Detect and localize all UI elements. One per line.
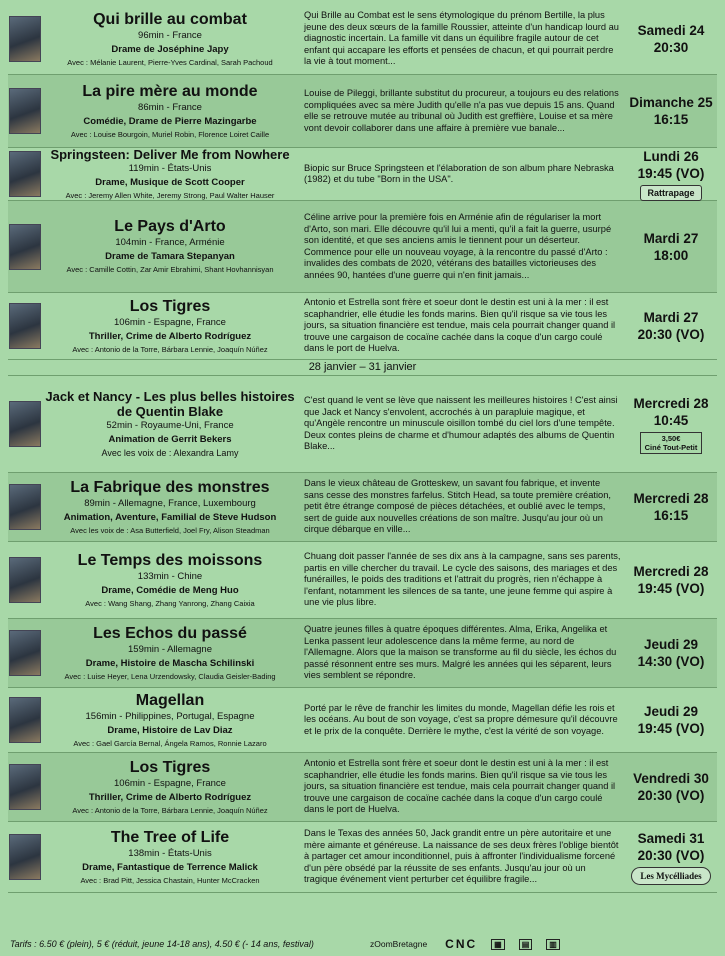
film-info — [42, 753, 298, 821]
event-tag: Les Mycélliades — [631, 867, 710, 885]
film-poster — [8, 688, 42, 752]
screening-time — [625, 822, 717, 892]
film-poster — [8, 822, 42, 892]
film-title: Qui brille au combat — [93, 10, 247, 28]
film-poster — [8, 4, 42, 74]
film-duration-country: 133min - Chine — [137, 570, 203, 582]
screening-day: Mardi 27 — [643, 230, 699, 246]
cnc-logo: CNC — [445, 937, 478, 951]
film-synopsis: Chuang doit passer l'année de ses dix ans à la campagne, sans ses parents, partis en ville chercher du travail. Le cycle des saisons, des mariages et des funérailles, le poids des traditions et l'attrait du progrès, rien n'échappe à l'enfant, notamment les silences de sa tante, une jeune femme qui aspire à une vie plus libre. — [304, 551, 621, 608]
film-poster — [8, 753, 42, 821]
film-info — [42, 688, 298, 752]
price-label: Ciné Tout-Petit — [644, 442, 698, 452]
screening-time — [625, 4, 717, 74]
film-cast: Avec les voix de : Asa Butterfield, Joel Fry, Alison Steadman — [70, 525, 270, 535]
film-genre-director: Thriller, Crime de Alberto Rodríguez — [88, 330, 252, 342]
film-synopsis: Antonio et Estrella sont frère et soeur dont le destin est uni à la mer : il est scaphandrier, elle étudie les fonds marins. Bien qu'il risque sa vie tous les jours, sa situation financière est tendue, mais cela pourrait changer quand il trouve une cargaison de cocaïne cachée dans la coque d'un cargo coulé dans le port de Huelva. — [304, 297, 616, 354]
film-duration-country: 52min - Royaume-Uni, France — [106, 420, 234, 431]
film-row — [8, 148, 717, 201]
screening-hour: 20:30 — [653, 40, 689, 55]
film-cast: Avec : Gael García Bernal, Ángela Ramos, Ronnie Lazaro — [73, 738, 267, 748]
film-row — [8, 376, 717, 473]
screening-day: Samedi 24 — [637, 23, 705, 38]
film-synopsis: C'est quand le vent se lève que naissent les meilleures histoires ! C'est ainsi que Jack et Nancy s'envolent, accrochés à un parapluie magique, et qu'Angèle rencontre un minuscule oisillon tombé du ciel lors d'une tempête. Deux contes pleins de charme et d'humour adaptés des albums de Quentin Blake... — [304, 395, 618, 452]
screening-day: Mercredi 28 — [633, 564, 709, 579]
film-cast: Avec : Mélanie Laurent, Pierre-Yves Cardinal, Sarah Pachoud — [67, 57, 273, 67]
screening-time — [625, 688, 717, 752]
film-synopsis: Louise de Pileggi, brillante substitut du procureur, a toujours eu des relations compliquées avec sa mère Judith qu'elle n'a pas vue depuis 15 ans. Quand elle se retrouve mutée au tribunal où Judith est greffière, Louise et sa mère vont devoir collaborer dans une affaire à première vue banale... — [304, 88, 619, 133]
film-synopsis: Céline arrive pour la première fois en Arménie afin de régulariser la mort d'Arto, son mari. Elle découvre qu'il lui a menti, qu'il a fait la guerre, usurpé son identité, et que ses anciens amis le tiennent pour un déserteur. Commence pour elle un nouveau voyage, à la rencontre du passé d'Arto : invalides des combats de 2020, vétérans des batailles victorieuses des années 90, hantées d'une guerre qui n'en finit jamais... — [304, 212, 612, 280]
poster-image — [9, 88, 41, 134]
screening-day: Vendredi 30 — [633, 771, 709, 786]
film-poster — [8, 542, 42, 618]
film-duration-country: 119min - États-Unis — [128, 163, 212, 174]
film-genre-director: Animation de Gerrit Bekers — [108, 434, 232, 445]
film-title: Los Tigres — [129, 758, 211, 776]
film-title: La Fabrique des monstres — [70, 478, 270, 496]
film-cast: Avec : Brad Pitt, Jessica Chastain, Hunter McCracken — [80, 875, 260, 885]
film-title: Springsteen: Deliver Me from Nowhere — [50, 147, 290, 162]
film-cast: Avec : Antonio de la Torre, Bárbara Lennie, Joaquín Núñez — [72, 344, 268, 354]
film-duration-country: 138min - États-Unis — [128, 847, 212, 859]
film-genre-director: Drame, Comédie de Meng Huo — [101, 584, 239, 596]
film-duration-country: 156min - Philippines, Portugal, Espagne — [85, 710, 255, 722]
partner-logo-icon: ▤ — [519, 939, 533, 950]
film-info — [42, 822, 298, 892]
screening-hour: 16:15 — [653, 508, 689, 523]
film-title: Los Tigres — [129, 297, 211, 315]
screening-time — [625, 293, 717, 359]
film-synopsis: Antonio et Estrella sont frère et soeur dont le destin est uni à la mer : il est scaphandrier, elle étudie les fonds marins. Bien qu'il risque sa vie tous les jours, sa situation financière est tendue, mais cela pourrait changer quand il trouve une cargaison de cocaïne cachée dans la coque d'un cargo coulé dans le port de Huelva. — [304, 758, 616, 815]
screening-day: Jeudi 29 — [643, 704, 699, 719]
screening-day: Jeudi 29 — [643, 637, 699, 652]
film-duration-country: 104min - France, Arménie — [115, 237, 225, 248]
screening-day: Mercredi 28 — [633, 491, 709, 506]
price-value: 3,50€ — [661, 433, 681, 443]
poster-image — [9, 224, 41, 270]
film-row — [8, 293, 717, 360]
partner-logo-icon: ▥ — [546, 939, 560, 950]
screening-hour: 19:45 (VO) — [637, 721, 705, 736]
screening-hour: 10:45 — [653, 412, 689, 428]
film-row — [8, 688, 717, 753]
screening-day: Mardi 27 — [643, 310, 699, 325]
film-info — [42, 376, 298, 472]
film-genre-director: Drame de Joséphine Japy — [111, 43, 229, 55]
film-title: La pire mère au monde — [82, 82, 258, 100]
film-row — [8, 75, 717, 148]
poster-image — [9, 16, 41, 62]
film-synopsis: Dans le Texas des années 50, Jack grandit entre un père autoritaire et une mère aimante et généreuse. La naissance de ses deux frères l'oblige bientôt à partager cet amour inconditionnel, puis à affronter l'individualisme forcené d'un père obsédé par la réussite de ses enfants. Jusqu'au jour où un tragique événement vient perturber cet équilibre fragile... — [304, 828, 619, 885]
screening-day: Dimanche 25 — [629, 95, 713, 110]
screening-time — [625, 201, 717, 292]
film-genre-director: Thriller, Crime de Alberto Rodríguez — [88, 791, 252, 803]
film-row — [8, 201, 717, 293]
film-duration-country: 159min - Allemagne — [128, 643, 212, 655]
poster-image — [9, 697, 41, 743]
film-info — [42, 148, 298, 200]
film-duration-country: 106min - Espagne, France — [114, 777, 226, 789]
film-cast: Avec : Luise Heyer, Lena Urzendowsky, Claudia Geisler-Bading — [64, 671, 276, 681]
film-title: Jack et Nancy - Les plus belles histoires de Quentin Blake — [45, 389, 295, 419]
tarifs-text: Tarifs : 6.50 € (plein), 5 € (réduit, jeune 14-18 ans), 4.50 € (- 14 ans, festival) — [10, 939, 314, 949]
film-row — [8, 619, 717, 688]
film-cast: Avec : Louise Bourgoin, Muriel Robin, Florence Loiret Caille — [70, 129, 270, 139]
film-title: Magellan — [135, 691, 205, 709]
film-genre-director: Drame, Histoire de Mascha Schilinski — [85, 657, 255, 669]
screening-hour: 20:30 (VO) — [637, 847, 705, 863]
film-genre-director: Drame, Fantastique de Terrence Malick — [82, 861, 258, 873]
film-genre-director: Drame de Tamara Stepanyan — [105, 251, 235, 262]
screening-hour: 19:45 (VO) — [637, 165, 705, 181]
screening-hour: 20:30 (VO) — [637, 327, 705, 342]
programme-sheet — [8, 4, 717, 893]
film-poster — [8, 619, 42, 687]
poster-image — [9, 764, 41, 810]
screening-hour: 16:15 — [653, 112, 689, 127]
screening-time — [625, 542, 717, 618]
film-title: Le Temps des moissons — [77, 551, 263, 569]
film-row — [8, 473, 717, 542]
screening-hour: 18:00 — [653, 247, 689, 263]
film-poster — [8, 473, 42, 541]
screening-hour: 14:30 (VO) — [637, 654, 705, 669]
film-poster — [8, 75, 42, 147]
partner-logo-icon: ▦ — [491, 939, 505, 950]
programme-week-2 — [8, 376, 717, 893]
film-title: The Tree of Life — [110, 828, 230, 846]
event-tag: Rattrapage — [640, 185, 701, 201]
poster-image — [9, 401, 41, 447]
screening-hour: 19:45 (VO) — [637, 581, 705, 596]
film-cast: Avec : Camille Cottin, Zar Amir Ebrahimi, Shant Hovhannisyan — [66, 265, 274, 274]
screening-day: Lundi 26 — [643, 148, 699, 164]
film-poster — [8, 201, 42, 292]
film-genre-director: Drame, Histoire de Lav Diaz — [107, 724, 233, 736]
screening-time — [625, 473, 717, 541]
film-synopsis: Quatre jeunes filles à quatre époques différentes. Alma, Erika, Angelika et Lenka passent leur adolescence dans la même ferme, au nord de l'Allemagne. Alors que la maison se transforme au fil du siècle, les échos du passé résonnent entre ses murs. Malgré les années qui les séparent, leurs vies semblent se répondre. — [304, 624, 617, 681]
film-duration-country: 86min - France — [138, 101, 202, 113]
film-title: Le Pays d'Arto — [114, 218, 226, 235]
film-cast: Avec : Jeremy Allen White, Jeremy Strong, Paul Walter Hauser — [65, 191, 275, 200]
film-title: Les Echos du passé — [93, 624, 247, 642]
film-poster — [8, 293, 42, 359]
screening-time — [625, 376, 717, 472]
film-genre-director: Animation, Aventure, Familial de Steve Hudson — [63, 511, 277, 523]
poster-image — [9, 557, 41, 603]
screening-day: Mercredi 28 — [633, 395, 709, 411]
screening-time — [625, 75, 717, 147]
film-info — [42, 473, 298, 541]
film-synopsis: Porté par le rêve de franchir les limites du monde, Magellan défie les rois et les océans. Au bout de son voyage, c'est sa propre démesure qu'il découvre et le prix de la conquête. Derrière le mythe, c'est la vérité de son voyage. — [304, 702, 618, 736]
film-duration-country: 96min - France — [138, 29, 202, 41]
screening-time — [625, 148, 717, 200]
price-badge — [640, 432, 703, 454]
film-synopsis: Qui Brille au Combat est le sens étymologique du prénom Bertille, la plus jeune des deux sœurs de la famille Roussier, atteinte d'un handicap lourd au diagnostic incertain. La famille vit dans un équilibre fragile autour de cet enfant qui accapare les efforts et pensées de chacun, et qui pourrait perdre la vie à tout moment... — [304, 10, 619, 67]
film-row — [8, 4, 717, 75]
film-row — [8, 753, 717, 822]
screening-hour: 20:30 (VO) — [637, 788, 705, 803]
footer — [10, 936, 715, 952]
poster-image — [9, 630, 41, 676]
film-info — [42, 75, 298, 147]
film-cast: Avec les voix de : Alexandra Lamy — [101, 448, 239, 458]
poster-image — [9, 484, 41, 530]
film-poster — [8, 376, 42, 472]
film-cast: Avec : Wang Shang, Zhang Yanrong, Zhang Caixia — [85, 598, 255, 608]
film-genre-director: Drame, Musique de Scott Cooper — [95, 177, 245, 188]
programme-week-1 — [8, 4, 717, 360]
film-info — [42, 293, 298, 359]
screening-day: Samedi 31 — [637, 830, 705, 846]
screening-time — [625, 753, 717, 821]
screening-time — [625, 619, 717, 687]
film-genre-director: Comédie, Drame de Pierre Mazingarbe — [83, 115, 257, 127]
film-duration-country: 106min - Espagne, France — [114, 316, 226, 328]
film-info — [42, 542, 298, 618]
film-row — [8, 822, 717, 893]
film-info — [42, 619, 298, 687]
film-info — [42, 4, 298, 74]
film-row — [8, 542, 717, 619]
film-synopsis: Dans le vieux château de Grotteskew, un savant fou fabrique, et invente sans cesse des monstres farfelus. Stitch Head, sa toute première création, petit être étrange composé de pièces détachées, et oublié avec le temps, sert de guide aux nouvelles créations de son maître. Jusqu'au jour où un cirque débarque en ville... — [304, 478, 611, 535]
poster-image — [9, 151, 41, 197]
film-duration-country: 89min - Allemagne, France, Luxembourg — [84, 497, 256, 509]
film-cast: Avec : Antonio de la Torre, Bárbara Lennie, Joaquín Núñez — [72, 805, 268, 815]
date-range-divider: 28 janvier – 31 janvier — [8, 360, 717, 376]
poster-image — [9, 834, 41, 880]
film-poster — [8, 148, 42, 200]
region-logo: zOomBretagne — [370, 939, 428, 949]
poster-image — [9, 303, 41, 349]
film-synopsis: Biopic sur Bruce Springsteen et l'élaboration de son album phare Nebraska (1982) et du tube "Born in the USA". — [304, 162, 614, 184]
film-info — [42, 201, 298, 292]
